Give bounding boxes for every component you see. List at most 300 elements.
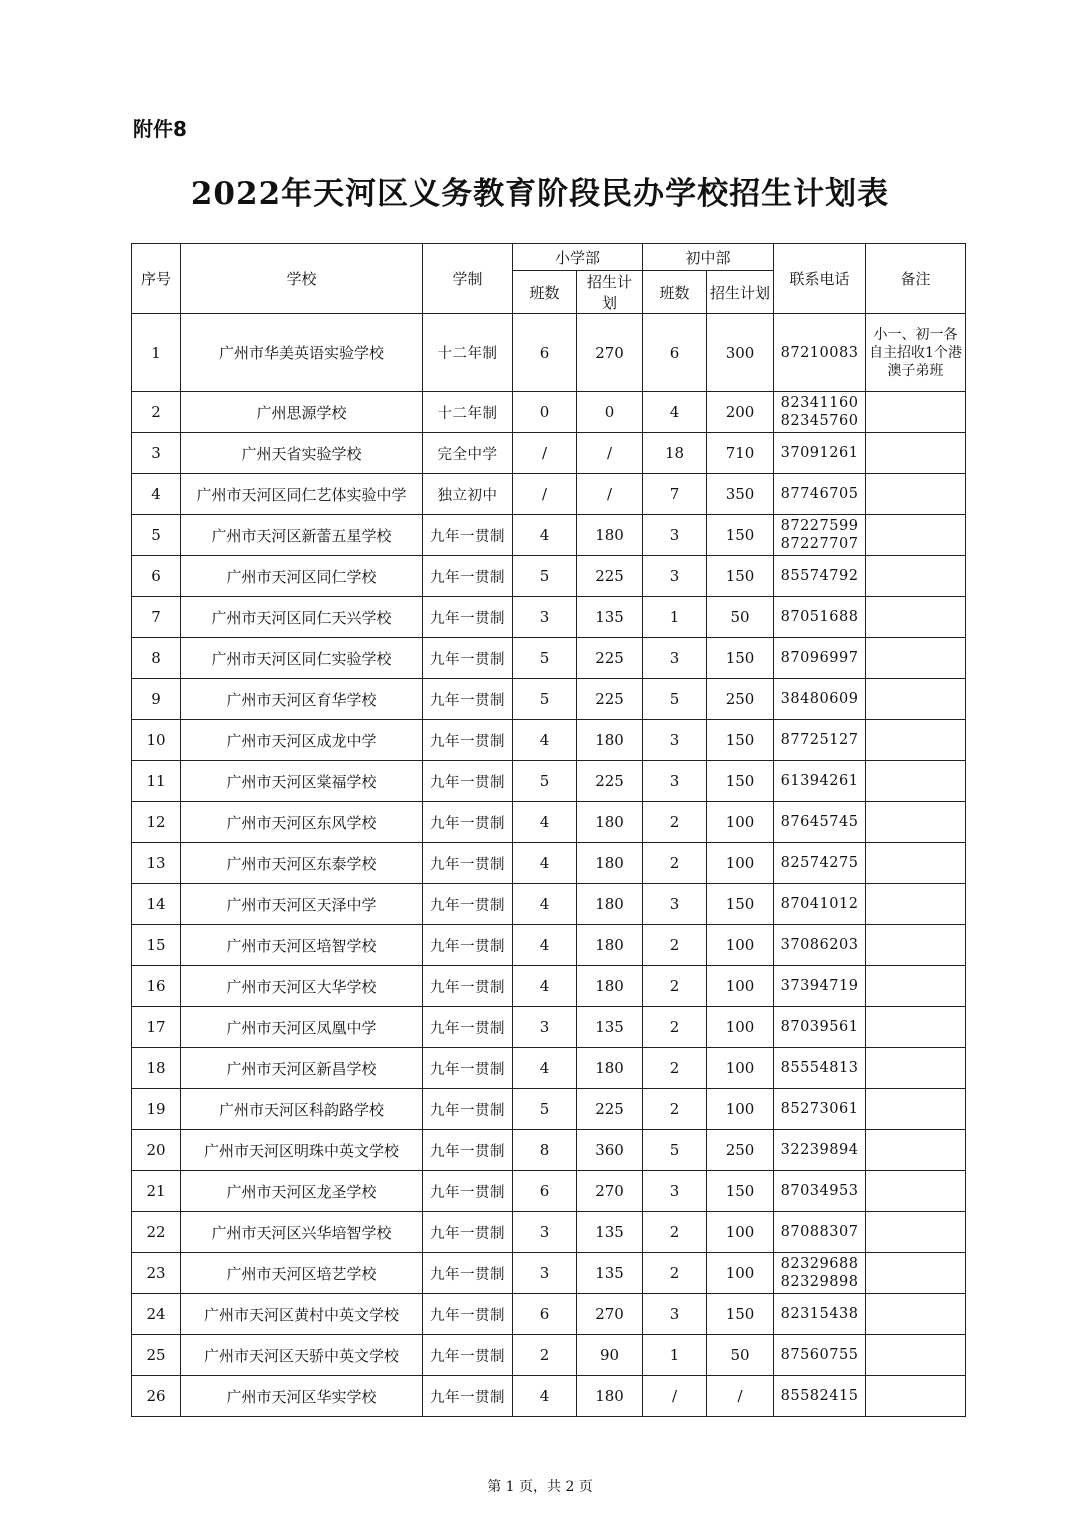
cell-primary-classes: 6 (513, 1294, 577, 1335)
cell-system: 九年一贯制 (423, 925, 513, 966)
phone-number: 32239894 (780, 1142, 859, 1158)
cell-school: 广州市天河区天泽中学 (181, 884, 423, 925)
cell-phone (774, 1376, 866, 1417)
cell-index: 12 (132, 802, 181, 843)
phone-number: 87560755 (780, 1347, 859, 1363)
cell-primary-plan: 180 (577, 1376, 643, 1417)
cell-middle-classes: 2 (643, 1212, 707, 1253)
cell-phone (774, 843, 866, 884)
cell-middle-classes: 3 (643, 638, 707, 679)
cell-primary-plan: 0 (577, 392, 643, 433)
table-row (132, 925, 966, 966)
cell-note (866, 1048, 966, 1089)
cell-middle-plan: 50 (707, 597, 774, 638)
cell-note (866, 515, 966, 556)
table-row (132, 802, 966, 843)
cell-index: 5 (132, 515, 181, 556)
cell-system: 九年一贯制 (423, 1089, 513, 1130)
cell-system: 九年一贯制 (423, 884, 513, 925)
cell-note (866, 802, 966, 843)
phone-number: 87227707 (780, 536, 859, 552)
table-row (132, 720, 966, 761)
cell-note (866, 638, 966, 679)
cell-primary-plan: 225 (577, 1089, 643, 1130)
cell-middle-plan: 710 (707, 433, 774, 474)
cell-index: 24 (132, 1294, 181, 1335)
cell-primary-plan: 180 (577, 966, 643, 1007)
cell-middle-classes: 3 (643, 761, 707, 802)
cell-middle-plan: 300 (707, 314, 774, 392)
cell-primary-plan: 270 (577, 1294, 643, 1335)
cell-system: 九年一贯制 (423, 1212, 513, 1253)
cell-note: 小一、初一各自主招收1个港澳子弟班 (866, 314, 966, 392)
cell-system: 九年一贯制 (423, 1130, 513, 1171)
cell-system: 九年一贯制 (423, 843, 513, 884)
cell-middle-classes: 2 (643, 1253, 707, 1294)
cell-index: 2 (132, 392, 181, 433)
header-index: 序号 (132, 244, 181, 314)
cell-school: 广州市天河区同仁艺体实验中学 (181, 474, 423, 515)
cell-middle-plan: 100 (707, 802, 774, 843)
phone-number: 37091261 (780, 445, 859, 461)
cell-phone (774, 433, 866, 474)
cell-index: 23 (132, 1253, 181, 1294)
cell-phone (774, 314, 866, 392)
cell-school: 广州市天河区新昌学校 (181, 1048, 423, 1089)
header-primary-classes: 班数 (513, 271, 577, 314)
cell-phone (774, 966, 866, 1007)
cell-primary-classes: 5 (513, 761, 577, 802)
cell-middle-classes: 3 (643, 1171, 707, 1212)
cell-primary-plan: 90 (577, 1335, 643, 1376)
cell-middle-plan: 150 (707, 761, 774, 802)
table-row (132, 1294, 966, 1335)
cell-school: 广州市天河区育华学校 (181, 679, 423, 720)
cell-middle-classes: 3 (643, 884, 707, 925)
header-primary-plan: 招生计划 (577, 271, 643, 314)
cell-primary-classes: 6 (513, 1171, 577, 1212)
cell-school: 广州市天河区黄村中英文学校 (181, 1294, 423, 1335)
cell-primary-classes: 4 (513, 1376, 577, 1417)
cell-primary-classes: 5 (513, 1089, 577, 1130)
cell-note (866, 392, 966, 433)
cell-school: 广州市天河区科韵路学校 (181, 1089, 423, 1130)
cell-primary-plan: 135 (577, 1007, 643, 1048)
phone-number: 87051688 (780, 609, 859, 625)
cell-primary-classes: 4 (513, 1048, 577, 1089)
table-row (132, 1171, 966, 1212)
cell-primary-plan: 270 (577, 314, 643, 392)
cell-phone (774, 925, 866, 966)
cell-middle-plan: 50 (707, 1335, 774, 1376)
cell-middle-plan: 250 (707, 1130, 774, 1171)
cell-note (866, 433, 966, 474)
cell-middle-plan: 350 (707, 474, 774, 515)
cell-index: 21 (132, 1171, 181, 1212)
cell-note (866, 1212, 966, 1253)
cell-note (866, 1335, 966, 1376)
table-row (132, 679, 966, 720)
cell-phone (774, 802, 866, 843)
cell-phone (774, 1253, 866, 1294)
cell-phone (774, 1007, 866, 1048)
cell-primary-plan: 270 (577, 1171, 643, 1212)
cell-note (866, 474, 966, 515)
cell-middle-classes: 7 (643, 474, 707, 515)
cell-school: 广州市天河区培智学校 (181, 925, 423, 966)
table-row (132, 474, 966, 515)
cell-school: 广州市天河区东泰学校 (181, 843, 423, 884)
phone-number: 85574792 (780, 568, 859, 584)
header-system: 学制 (423, 244, 513, 314)
cell-middle-plan: / (707, 1376, 774, 1417)
phone-number: 87034953 (780, 1183, 859, 1199)
cell-primary-plan: 135 (577, 1253, 643, 1294)
header-note: 备注 (866, 244, 966, 314)
cell-system: 九年一贯制 (423, 679, 513, 720)
phone-number: 38480609 (780, 691, 859, 707)
cell-phone (774, 515, 866, 556)
header-middle-plan: 招生计划 (707, 271, 774, 314)
phone-number: 82329688 (780, 1256, 859, 1272)
cell-middle-classes: 4 (643, 392, 707, 433)
cell-middle-plan: 150 (707, 515, 774, 556)
cell-primary-classes: 4 (513, 802, 577, 843)
cell-primary-classes: 0 (513, 392, 577, 433)
cell-system: 九年一贯制 (423, 515, 513, 556)
cell-index: 22 (132, 1212, 181, 1253)
cell-primary-classes: 3 (513, 597, 577, 638)
cell-middle-plan: 100 (707, 843, 774, 884)
cell-middle-classes: 2 (643, 843, 707, 884)
cell-middle-classes: 18 (643, 433, 707, 474)
cell-phone (774, 1212, 866, 1253)
table-row (132, 1048, 966, 1089)
cell-school: 广州市天河区棠福学校 (181, 761, 423, 802)
cell-phone (774, 1335, 866, 1376)
header-primary-group: 小学部 (513, 244, 643, 271)
cell-primary-plan: 360 (577, 1130, 643, 1171)
phone-number: 82315438 (780, 1306, 859, 1322)
cell-system: 九年一贯制 (423, 1171, 513, 1212)
header-school: 学校 (181, 244, 423, 314)
cell-school: 广州天省实验学校 (181, 433, 423, 474)
table-row (132, 1335, 966, 1376)
cell-primary-classes: 2 (513, 1335, 577, 1376)
table-row (132, 843, 966, 884)
cell-index: 8 (132, 638, 181, 679)
cell-phone (774, 1294, 866, 1335)
cell-middle-plan: 200 (707, 392, 774, 433)
cell-index: 7 (132, 597, 181, 638)
cell-middle-plan: 150 (707, 884, 774, 925)
cell-middle-plan: 150 (707, 638, 774, 679)
cell-phone (774, 1130, 866, 1171)
cell-index: 4 (132, 474, 181, 515)
cell-school: 广州市华美英语实验学校 (181, 314, 423, 392)
cell-school: 广州思源学校 (181, 392, 423, 433)
cell-middle-plan: 150 (707, 720, 774, 761)
cell-middle-plan: 150 (707, 1171, 774, 1212)
page-title: 2022年天河区义务教育阶段民办学校招生计划表 (190, 176, 890, 212)
table-row (132, 761, 966, 802)
cell-middle-classes: 1 (643, 1335, 707, 1376)
cell-note (866, 1171, 966, 1212)
cell-system: 完全中学 (423, 433, 513, 474)
cell-middle-classes: 3 (643, 556, 707, 597)
cell-index: 1 (132, 314, 181, 392)
cell-middle-plan: 100 (707, 1048, 774, 1089)
cell-middle-classes: 2 (643, 1007, 707, 1048)
cell-primary-classes: 4 (513, 515, 577, 556)
cell-note (866, 1130, 966, 1171)
cell-primary-plan: 225 (577, 679, 643, 720)
cell-middle-plan: 150 (707, 1294, 774, 1335)
phone-number: 82345760 (780, 413, 859, 429)
cell-system: 独立初中 (423, 474, 513, 515)
cell-index: 9 (132, 679, 181, 720)
cell-middle-plan: 100 (707, 1089, 774, 1130)
cell-middle-plan: 100 (707, 1253, 774, 1294)
phone-number: 85582415 (780, 1388, 859, 1404)
cell-school: 广州市天河区培艺学校 (181, 1253, 423, 1294)
phone-number: 85554813 (780, 1060, 859, 1076)
cell-phone (774, 679, 866, 720)
cell-school: 广州市天河区华实学校 (181, 1376, 423, 1417)
cell-note (866, 1007, 966, 1048)
cell-system: 九年一贯制 (423, 720, 513, 761)
cell-primary-classes: 6 (513, 314, 577, 392)
phone-number: 37086203 (780, 937, 859, 953)
phone-number: 82341160 (780, 395, 859, 411)
cell-middle-plan: 150 (707, 556, 774, 597)
cell-school: 广州市天河区东风学校 (181, 802, 423, 843)
cell-middle-classes: 2 (643, 1089, 707, 1130)
table-row (132, 1007, 966, 1048)
cell-phone (774, 884, 866, 925)
cell-phone (774, 638, 866, 679)
cell-phone (774, 392, 866, 433)
cell-primary-plan: 180 (577, 515, 643, 556)
cell-middle-classes: 5 (643, 679, 707, 720)
cell-note (866, 679, 966, 720)
cell-note (866, 597, 966, 638)
cell-index: 17 (132, 1007, 181, 1048)
cell-primary-classes: 5 (513, 638, 577, 679)
cell-primary-classes: 5 (513, 679, 577, 720)
attachment-label: 附件8 (133, 117, 187, 141)
cell-primary-plan: 180 (577, 925, 643, 966)
cell-middle-classes: 2 (643, 966, 707, 1007)
cell-note (866, 761, 966, 802)
cell-index: 16 (132, 966, 181, 1007)
cell-system: 九年一贯制 (423, 1376, 513, 1417)
header-phone: 联系电话 (774, 244, 866, 314)
phone-number: 87746705 (780, 486, 859, 502)
cell-school: 广州市天河区兴华培智学校 (181, 1212, 423, 1253)
cell-school: 广州市天河区同仁学校 (181, 556, 423, 597)
cell-primary-classes: 4 (513, 843, 577, 884)
cell-primary-classes: 8 (513, 1130, 577, 1171)
cell-primary-classes: 4 (513, 925, 577, 966)
cell-note (866, 720, 966, 761)
cell-primary-plan: 135 (577, 597, 643, 638)
cell-note (866, 884, 966, 925)
cell-index: 14 (132, 884, 181, 925)
table-row (132, 392, 966, 433)
cell-index: 15 (132, 925, 181, 966)
cell-middle-classes: 5 (643, 1130, 707, 1171)
cell-primary-plan: 135 (577, 1212, 643, 1253)
table-row (132, 1376, 966, 1417)
cell-phone (774, 761, 866, 802)
cell-primary-plan: 180 (577, 802, 643, 843)
table-row (132, 1212, 966, 1253)
cell-primary-classes: 4 (513, 720, 577, 761)
cell-primary-classes: 3 (513, 1212, 577, 1253)
cell-primary-plan: 180 (577, 1048, 643, 1089)
cell-note (866, 966, 966, 1007)
cell-note (866, 925, 966, 966)
cell-system: 九年一贯制 (423, 1253, 513, 1294)
enrollment-plan-table (131, 243, 966, 1417)
cell-middle-plan: 100 (707, 1212, 774, 1253)
cell-system: 九年一贯制 (423, 1007, 513, 1048)
table-row (132, 884, 966, 925)
cell-system: 九年一贯制 (423, 638, 513, 679)
cell-primary-classes: 5 (513, 556, 577, 597)
table-row (132, 314, 966, 392)
cell-school: 广州市天河区同仁天兴学校 (181, 597, 423, 638)
cell-school: 广州市天河区凤凰中学 (181, 1007, 423, 1048)
cell-middle-classes: 6 (643, 314, 707, 392)
cell-phone (774, 1089, 866, 1130)
cell-primary-plan: 180 (577, 843, 643, 884)
cell-middle-classes: / (643, 1376, 707, 1417)
cell-system: 九年一贯制 (423, 1048, 513, 1089)
phone-number: 87227599 (780, 518, 859, 534)
cell-primary-plan: 225 (577, 556, 643, 597)
cell-primary-classes: 3 (513, 1007, 577, 1048)
cell-index: 11 (132, 761, 181, 802)
table-row (132, 638, 966, 679)
cell-note (866, 556, 966, 597)
phone-number: 82574275 (780, 855, 859, 871)
cell-system: 十二年制 (423, 392, 513, 433)
table-row (132, 515, 966, 556)
cell-primary-classes: / (513, 433, 577, 474)
cell-system: 十二年制 (423, 314, 513, 392)
table-row (132, 433, 966, 474)
cell-system: 九年一贯制 (423, 1294, 513, 1335)
cell-system: 九年一贯制 (423, 966, 513, 1007)
phone-number: 61394261 (780, 773, 859, 789)
cell-phone (774, 1171, 866, 1212)
cell-middle-classes: 2 (643, 925, 707, 966)
cell-middle-classes: 3 (643, 515, 707, 556)
cell-school: 广州市天河区明珠中英文学校 (181, 1130, 423, 1171)
phone-number: 82329898 (780, 1274, 859, 1290)
cell-note (866, 1089, 966, 1130)
cell-system: 九年一贯制 (423, 556, 513, 597)
cell-index: 13 (132, 843, 181, 884)
cell-system: 九年一贯制 (423, 761, 513, 802)
header-middle-group: 初中部 (643, 244, 774, 271)
cell-primary-classes: 4 (513, 966, 577, 1007)
table-row (132, 1089, 966, 1130)
cell-index: 20 (132, 1130, 181, 1171)
cell-phone (774, 597, 866, 638)
table-row (132, 556, 966, 597)
cell-middle-plan: 100 (707, 925, 774, 966)
page-footer: 第 1 页，共 2 页 (487, 1479, 593, 1495)
cell-system: 九年一贯制 (423, 597, 513, 638)
cell-index: 25 (132, 1335, 181, 1376)
cell-phone (774, 556, 866, 597)
cell-note (866, 1294, 966, 1335)
cell-school: 广州市天河区大华学校 (181, 966, 423, 1007)
cell-primary-plan: / (577, 474, 643, 515)
cell-note (866, 843, 966, 884)
table-row (132, 966, 966, 1007)
cell-index: 18 (132, 1048, 181, 1089)
cell-index: 10 (132, 720, 181, 761)
cell-middle-plan: 250 (707, 679, 774, 720)
cell-middle-classes: 3 (643, 720, 707, 761)
cell-middle-classes: 2 (643, 802, 707, 843)
cell-primary-plan: 225 (577, 761, 643, 802)
cell-middle-classes: 3 (643, 1294, 707, 1335)
phone-number: 87039561 (780, 1019, 859, 1035)
cell-primary-classes: 4 (513, 884, 577, 925)
phone-number: 87041012 (780, 896, 859, 912)
phone-number: 37394719 (780, 978, 859, 994)
cell-middle-classes: 1 (643, 597, 707, 638)
cell-school: 广州市天河区成龙中学 (181, 720, 423, 761)
table-row (132, 597, 966, 638)
cell-school: 广州市天河区龙圣学校 (181, 1171, 423, 1212)
cell-system: 九年一贯制 (423, 1335, 513, 1376)
cell-system: 九年一贯制 (423, 802, 513, 843)
cell-index: 6 (132, 556, 181, 597)
cell-note (866, 1253, 966, 1294)
cell-phone (774, 474, 866, 515)
table-header-row (132, 244, 966, 271)
cell-index: 3 (132, 433, 181, 474)
cell-note (866, 1376, 966, 1417)
cell-middle-classes: 2 (643, 1048, 707, 1089)
cell-school: 广州市天河区新蕾五星学校 (181, 515, 423, 556)
phone-number: 87096997 (780, 650, 859, 666)
cell-index: 26 (132, 1376, 181, 1417)
table-row (132, 1253, 966, 1294)
cell-primary-plan: / (577, 433, 643, 474)
cell-phone (774, 720, 866, 761)
table-body (132, 314, 966, 1417)
cell-primary-plan: 225 (577, 638, 643, 679)
cell-primary-classes: / (513, 474, 577, 515)
cell-middle-plan: 100 (707, 966, 774, 1007)
cell-middle-plan: 100 (707, 1007, 774, 1048)
table-row (132, 1130, 966, 1171)
header-middle-classes: 班数 (643, 271, 707, 314)
cell-index: 19 (132, 1089, 181, 1130)
phone-number: 85273061 (780, 1101, 859, 1117)
cell-school: 广州市天河区天骄中英文学校 (181, 1335, 423, 1376)
cell-primary-plan: 180 (577, 884, 643, 925)
cell-primary-plan: 180 (577, 720, 643, 761)
phone-number: 87210083 (780, 344, 859, 361)
